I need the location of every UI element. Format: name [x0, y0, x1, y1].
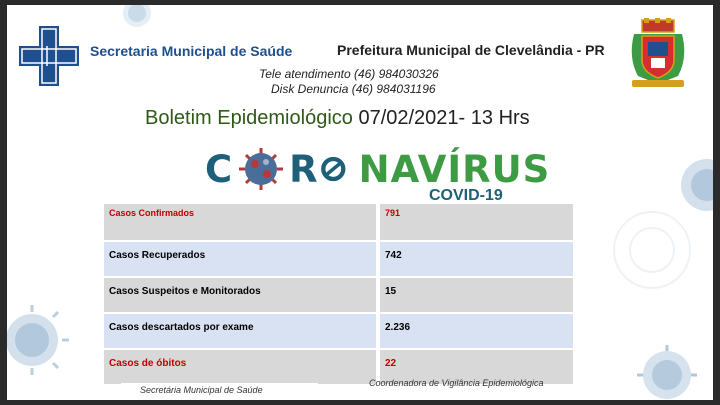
virus-decoration-icon	[635, 343, 699, 400]
bulletin-page	[7, 5, 713, 400]
table-row	[104, 314, 573, 350]
logo-part3: NAVÍRUS	[358, 147, 551, 191]
logo-part2: R	[289, 147, 319, 191]
row-label: Casos Confirmados	[104, 204, 378, 240]
virus-decoration-icon	[97, 5, 177, 35]
disk-denuncia-phone: Disk Denuncia (46) 984031196	[271, 82, 436, 96]
row-label: Casos Recuperados	[104, 242, 378, 276]
o-ring-icon	[319, 146, 359, 192]
table-row	[104, 242, 573, 278]
row-value: 791	[380, 204, 573, 240]
row-label: Casos descartados por exame	[104, 314, 378, 348]
row-value: 2.236	[380, 314, 573, 348]
footer-secretaria-signature: Secretária Municipal de Saúde	[121, 383, 318, 400]
row-label: Casos de óbitos	[104, 350, 378, 384]
prefeitura-title: Prefeitura Municipal de Clevelândia - PR	[337, 42, 605, 58]
health-cross-logo-icon	[17, 24, 81, 88]
cases-table	[104, 204, 573, 386]
coat-of-arms-icon	[624, 18, 692, 90]
virus-decoration-icon	[7, 295, 77, 395]
row-value: 742	[380, 242, 573, 276]
virus-o-icon	[233, 146, 289, 192]
table-row	[104, 278, 573, 314]
secretaria-title: Secretaria Municipal de Saúde	[90, 43, 293, 59]
table-row	[104, 204, 573, 242]
bulletin-title: Boletim Epidemiológico	[145, 107, 353, 129]
bulletin-heading	[145, 107, 530, 130]
virus-decoration-icon	[607, 195, 697, 305]
bulletin-date: 07/02/2021- 13 Hrs	[358, 107, 530, 129]
covid-19-subtitle: COVID-19	[429, 187, 503, 204]
row-label: Casos Suspeitos e Monitorados	[104, 278, 378, 312]
logo-part1: C	[205, 147, 234, 191]
coronavirus-logo	[205, 145, 550, 193]
tele-atendimento-phone: Tele atendimento (46) 984030326	[259, 67, 439, 81]
footer-coordenadora-signature: Coordenadora de Vigilância Epidemiológica	[369, 378, 544, 388]
row-value: 22	[380, 350, 573, 384]
row-value: 15	[380, 278, 573, 312]
